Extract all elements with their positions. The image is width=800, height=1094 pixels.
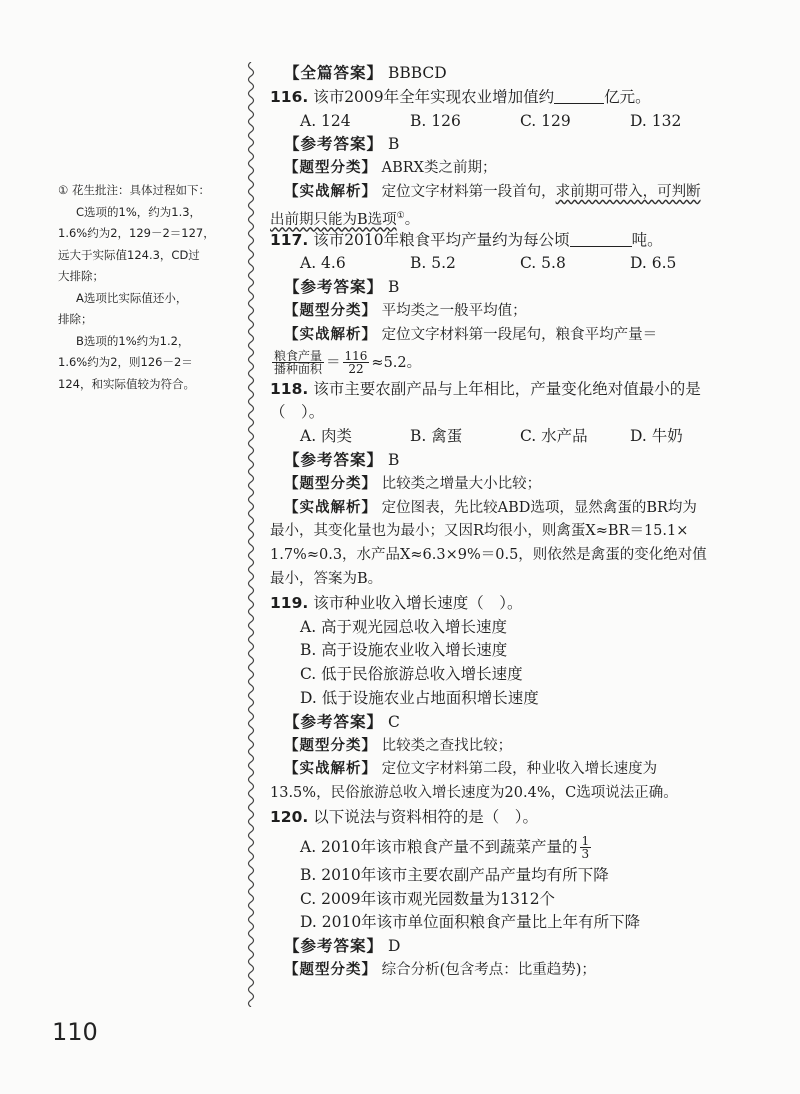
category-label: 【题型分类】	[284, 475, 377, 492]
category-label: 【题型分类】	[284, 160, 377, 177]
option-d: D. 6.5	[630, 254, 677, 273]
question-118-paren	[270, 401, 742, 425]
answer-blank	[554, 87, 604, 104]
option-b: B. 126	[410, 111, 461, 130]
analysis-118-line4	[270, 568, 742, 592]
option-c: C. 低于民俗旅游总收入增长速度	[300, 665, 523, 684]
analysis-116-line1	[270, 181, 742, 205]
analysis-118-line2	[270, 520, 742, 544]
question-117	[270, 229, 742, 253]
analysis-label: 【实战解析】	[284, 499, 377, 516]
question-text: 该市2010年粮食平均产量约为每公顷	[313, 230, 570, 249]
analysis-118-line1	[270, 497, 742, 521]
option-d: D. 牛奶	[630, 427, 683, 446]
analysis-text: 1.7%≈0.3，水产品X≈6.3×9%＝0.5，则依然是禽蛋的变化绝对值	[270, 547, 707, 564]
side-note-line: 大排除；	[58, 269, 104, 283]
all-answer-value: BBBCD	[387, 64, 447, 82]
question-118	[270, 378, 742, 402]
option-d: D. 132	[630, 111, 682, 130]
fraction-one-third	[580, 835, 592, 860]
side-note-line: 排除；	[58, 312, 93, 326]
option-d: D. 2010年该市单位面积粮食产量比上年有所下降	[300, 913, 641, 932]
analysis-wavy-text: 出前期只能为B选项	[270, 211, 397, 228]
analysis-text: 最小，其变化量也为最小；又因R均很小，则禽蛋X≈BR＝15.1×	[270, 523, 689, 540]
option-c: C. 5.8	[520, 254, 566, 273]
option-120-d	[270, 911, 742, 935]
wavy-divider	[244, 62, 258, 1007]
answer-label: 【参考答案】	[284, 937, 384, 956]
category-value: 比较类之增量大小比较；	[381, 475, 542, 492]
options-117	[270, 252, 742, 276]
category-label: 【题型分类】	[284, 302, 377, 319]
side-note-line: 1.6%约为2，129－2＝127，	[58, 226, 215, 240]
side-note-line: A选项比实际值还小，	[76, 290, 188, 305]
option-119-b	[270, 639, 742, 663]
analysis-text: 定位文字材料第一段首句，	[381, 183, 556, 200]
analysis-116-line2	[270, 205, 742, 229]
answer-label: 【参考答案】	[284, 450, 384, 469]
option-119-a	[270, 616, 742, 640]
option-119-c	[270, 663, 742, 687]
options-118	[270, 425, 742, 449]
answer-116	[270, 133, 742, 157]
category-label: 【题型分类】	[284, 737, 377, 754]
option-119-d	[270, 687, 742, 711]
question-116	[270, 86, 742, 110]
fraction-numerator: 1	[581, 834, 590, 849]
option-d: D. 低于设施农业占地面积增长速度	[300, 688, 539, 707]
option-a: A. 肉类	[300, 427, 353, 446]
category-117	[270, 300, 742, 324]
question-number: 116.	[270, 87, 309, 106]
option-c: C. 129	[520, 111, 571, 130]
analysis-text: 13.5%，民俗旅游总收入增长速度为20.4%，C选项说法正确。	[270, 785, 678, 802]
analysis-label: 【实战解析】	[284, 183, 377, 200]
option-120-a	[270, 830, 742, 864]
question-number: 120.	[270, 807, 309, 826]
answer-value: B	[387, 135, 400, 154]
fraction-denominator: 播种面积	[274, 362, 323, 377]
question-text-end: 吨。	[631, 230, 663, 249]
answer-label: 【参考答案】	[284, 712, 384, 731]
option-b: B. 2010年该市主要农副产品产量均有所下降	[300, 865, 609, 884]
answer-120	[270, 935, 742, 959]
page-number: 110	[52, 1018, 98, 1046]
category-118	[270, 473, 742, 497]
option-a: A. 2010年该市粮食产量不到蔬菜产量的	[300, 837, 578, 856]
analysis-text: 最小，答案为B。	[270, 570, 383, 587]
analysis-119-line1	[270, 758, 742, 782]
all-answer-label: 【全篇答案】	[284, 64, 384, 82]
analysis-117-line1	[270, 324, 742, 348]
answer-value: B	[387, 450, 400, 469]
equals-sign: ＝	[326, 354, 341, 371]
analysis-label: 【实战解析】	[284, 761, 377, 778]
option-b: B. 高于设施农业收入增长速度	[300, 641, 508, 660]
question-number: 117.	[270, 230, 309, 249]
option-a: A. 高于观光园总收入增长速度	[300, 617, 508, 636]
question-number: 118.	[270, 379, 309, 398]
question-paren: （ ）。	[270, 403, 325, 422]
analysis-119-line2	[270, 782, 742, 806]
all-answer-line	[270, 62, 742, 86]
formula-result: ≈5.2。	[371, 354, 422, 371]
option-b: B. 5.2	[410, 254, 456, 273]
fraction-values	[343, 350, 370, 375]
fraction-denominator: 22	[348, 362, 364, 377]
question-text-end: 亿元。	[604, 87, 651, 106]
answer-value: B	[387, 278, 400, 297]
answer-blank	[570, 230, 632, 247]
category-value: 综合分析(包含考点：比重趋势)；	[381, 961, 596, 978]
category-value: 平均类之一般平均值；	[381, 302, 527, 319]
question-text: 该市2009年全年实现农业增加值约	[313, 87, 555, 106]
question-number: 119.	[270, 593, 309, 612]
fraction-numerator: 粮食产量	[274, 349, 323, 364]
side-note-line: 1.6%约为2，则126－2＝	[58, 355, 193, 369]
option-c: C. 2009年该市观光园数量为1312个	[300, 889, 556, 908]
option-b: B. 禽蛋	[410, 427, 463, 446]
option-c: C. 水产品	[520, 427, 588, 446]
analysis-text: 定位图表，先比较ABD选项，显然禽蛋的BR均为	[381, 499, 697, 516]
analysis-label: 【实战解析】	[284, 326, 377, 343]
option-120-c	[270, 888, 742, 912]
analysis-wavy-text: 求前期可带入，可判断	[555, 183, 701, 200]
category-value: ABRX类之前期；	[381, 160, 497, 177]
category-116	[270, 157, 742, 181]
option-a: A. 4.6	[300, 254, 346, 273]
category-label: 【题型分类】	[284, 961, 377, 978]
analysis-text-end: 。	[404, 211, 420, 228]
analysis-118-line3	[270, 544, 742, 568]
answer-118	[270, 449, 742, 473]
question-text: 该市主要农副产品与上年相比，产量变化绝对值最小的是	[313, 379, 701, 398]
side-note	[58, 180, 246, 395]
side-note-line: 124，和实际值较为符合。	[58, 376, 195, 391]
fraction-numerator: 116	[344, 349, 368, 364]
footnote-ref: ①	[396, 210, 405, 221]
answer-label: 【参考答案】	[284, 135, 384, 154]
side-note-line: 远大于实际值124.3，CD过	[58, 247, 200, 262]
side-note-line: B选项的1%约为1.2，	[76, 333, 190, 348]
analysis-text: 定位文字材料第二段，种业收入增长速度为	[381, 761, 658, 778]
question-119	[270, 592, 742, 616]
category-120	[270, 959, 742, 983]
question-text: 该市种业收入增长速度（ ）。	[313, 593, 523, 612]
options-116	[270, 110, 742, 134]
side-note-line: C选项的1%，约为1.3，	[76, 204, 202, 219]
main-content	[270, 62, 742, 983]
category-119	[270, 735, 742, 759]
option-120-b	[270, 864, 742, 888]
analysis-text: 定位文字材料第一段尾句，粮食平均产量＝	[381, 326, 658, 343]
option-a: A. 124	[300, 111, 351, 130]
category-value: 比较类之查找比较；	[381, 737, 513, 754]
answer-label: 【参考答案】	[284, 278, 384, 297]
answer-119	[270, 711, 742, 735]
analysis-117-formula	[270, 348, 742, 378]
question-text: 以下说法与资料相符的是（ ）。	[313, 807, 538, 826]
question-120	[270, 806, 742, 830]
answer-value: D	[387, 937, 401, 956]
answer-value: C	[387, 712, 400, 731]
side-note-line: ① 花生批注：具体过程如下：	[58, 183, 210, 197]
fraction-words	[272, 350, 324, 375]
answer-117	[270, 276, 742, 300]
fraction-denominator: 3	[581, 847, 590, 862]
